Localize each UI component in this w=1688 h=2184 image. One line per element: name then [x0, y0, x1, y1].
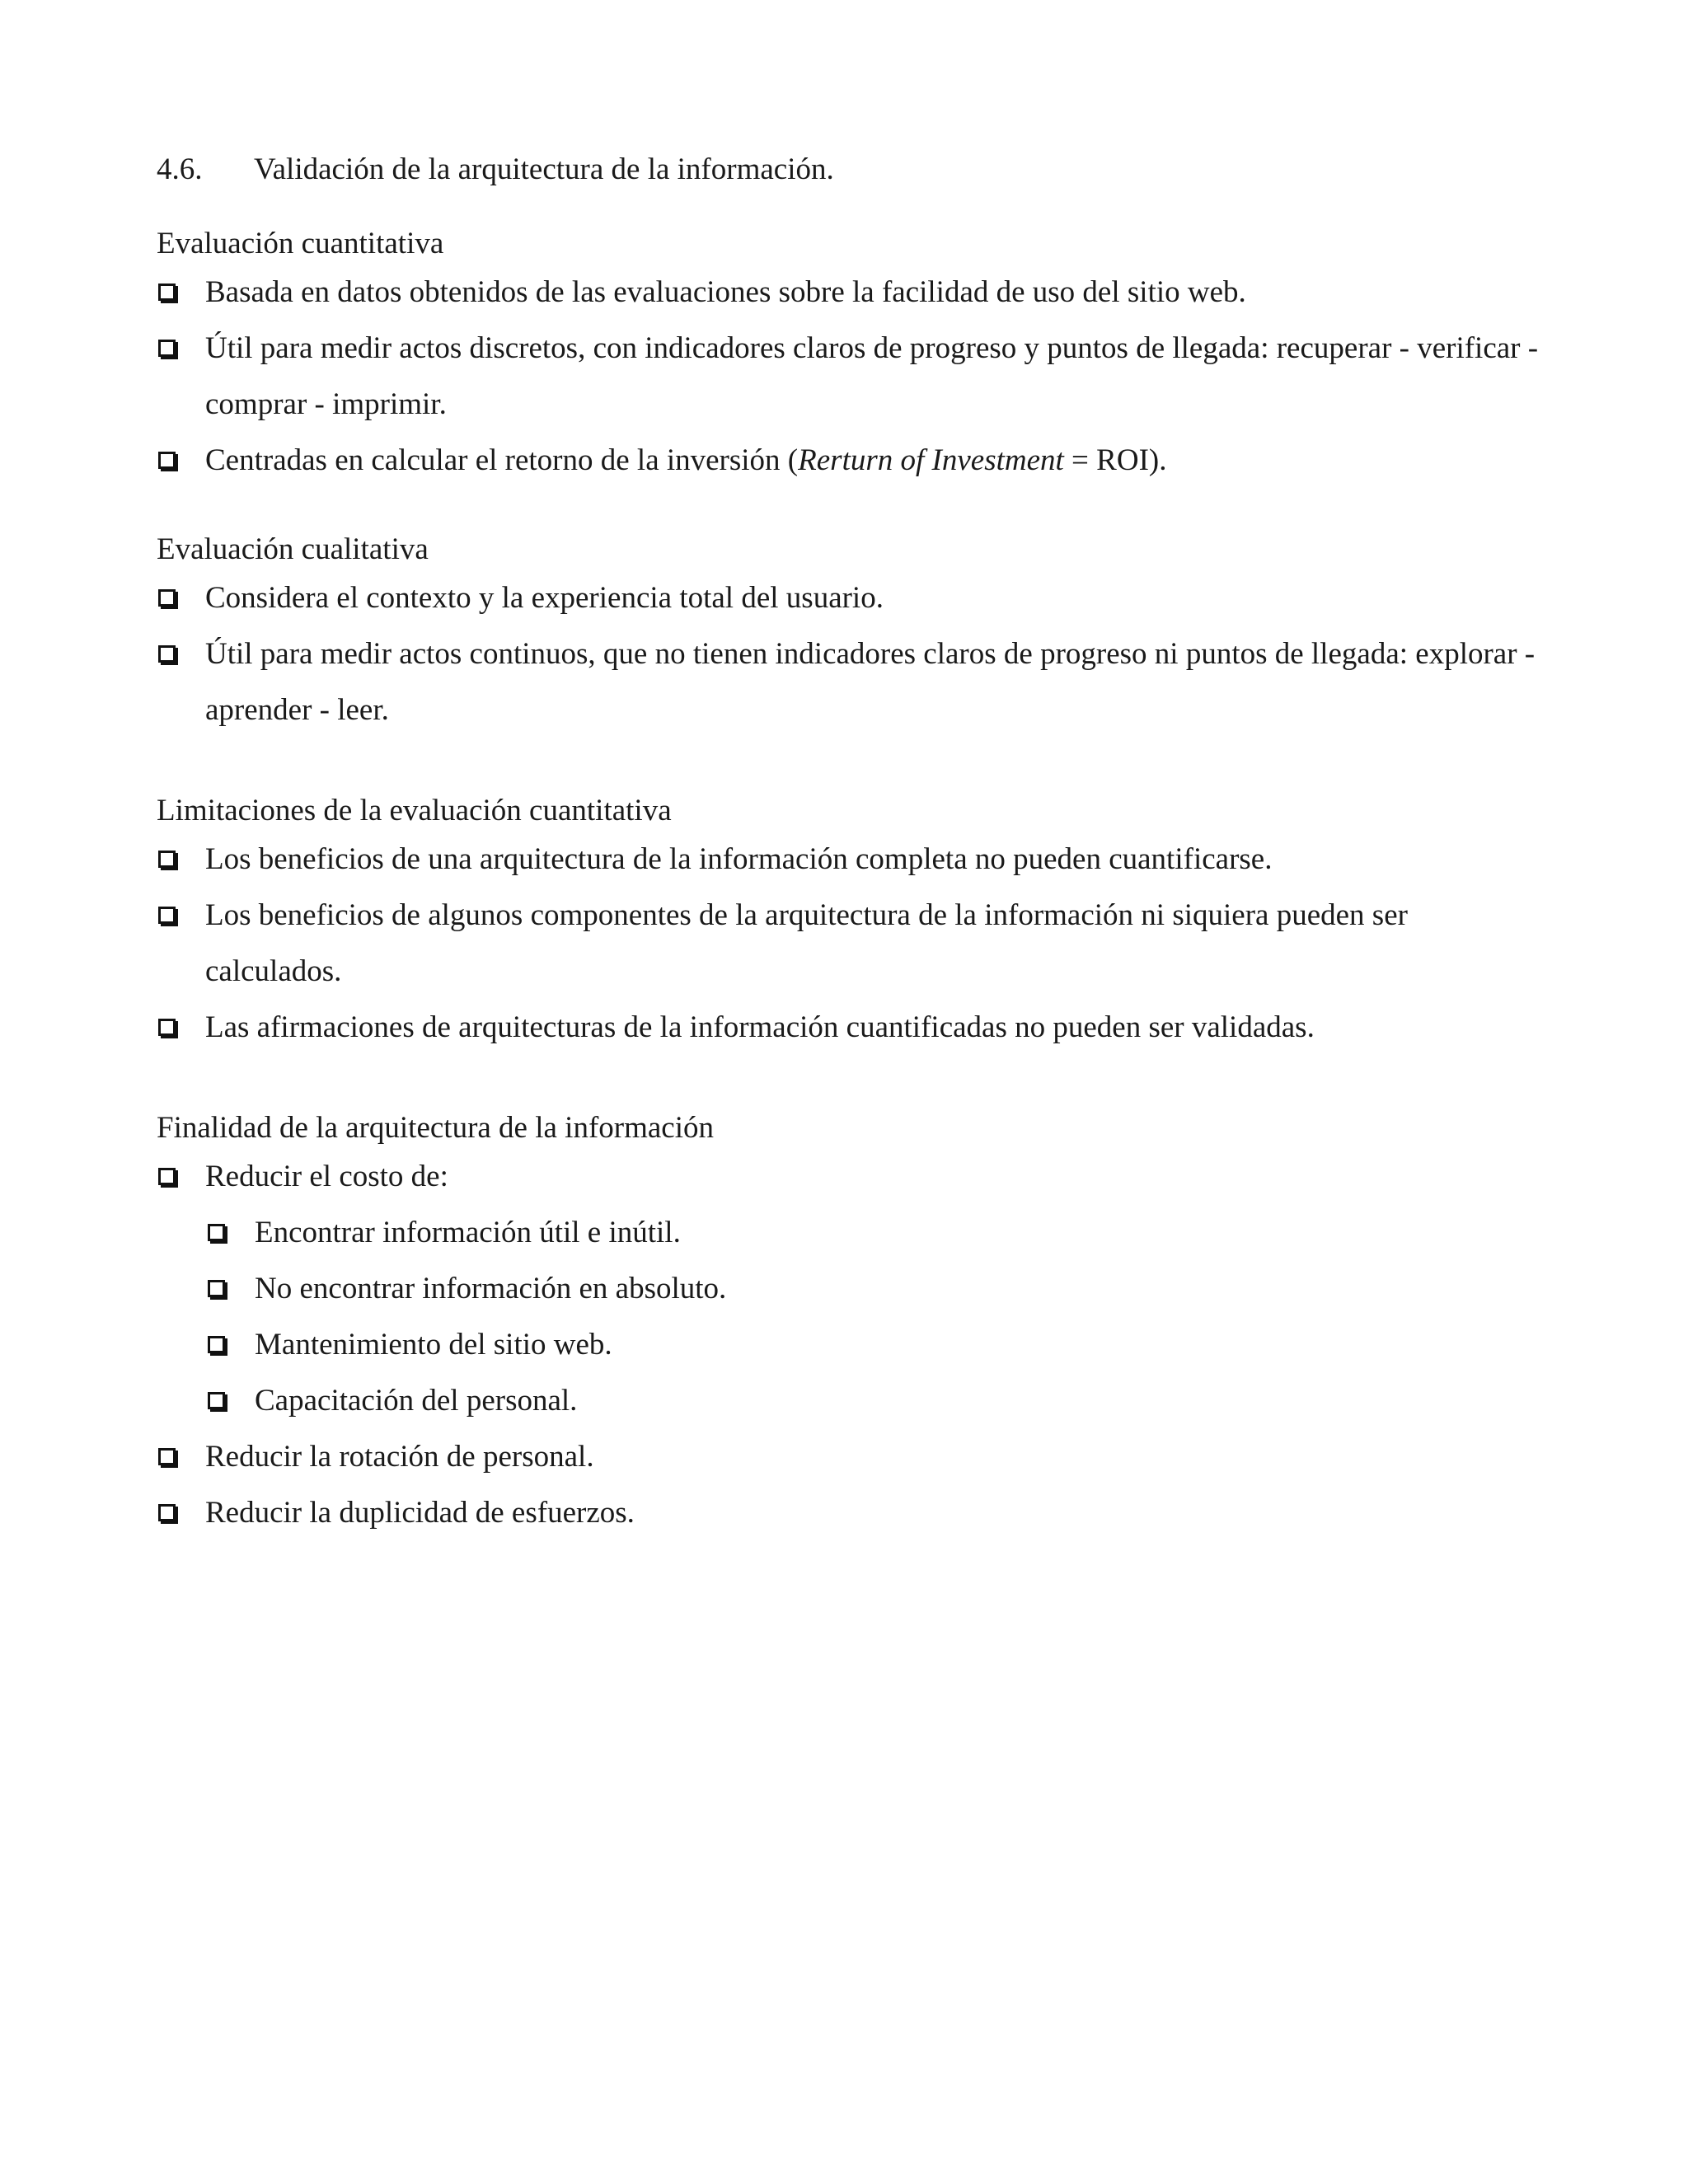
list-item-text: Las afirmaciones de arquitecturas de la información cuantificadas no pueden ser validadas.: [205, 1010, 1315, 1044]
checkbox-bullet-icon: [158, 589, 176, 607]
section-quantitative: [157, 226, 1541, 489]
section-number: 4.6.: [157, 152, 203, 186]
sub-list-item: [206, 1317, 1541, 1373]
section-limitations: [157, 793, 1541, 1056]
list-item: [157, 570, 1541, 626]
list-item-text: [205, 443, 1166, 477]
checkbox-bullet-icon: [208, 1224, 225, 1241]
list-item: [157, 433, 1541, 489]
list-item: [157, 1485, 1541, 1541]
list-item-text: Útil para medir actos discretos, con indicadores claros de progreso y puntos de llegada: recuperar - verificar - comprar - imprimir.: [205, 331, 1539, 421]
list-item-text: Mantenimiento del sitio web.: [255, 1328, 612, 1361]
list-item: [157, 321, 1541, 433]
bullet-list: [157, 265, 1541, 489]
list-item-text: Considera el contexto y la experiencia total del usuario.: [205, 581, 884, 615]
checkbox-bullet-icon: [158, 1019, 176, 1036]
list-item-text: Basada en datos obtenidos de las evaluaciones sobre la facilidad de uso del sitio web.: [205, 275, 1246, 309]
sub-list-item: [206, 1373, 1541, 1429]
section-purpose: [157, 1110, 1541, 1541]
document-page: [157, 152, 1541, 1541]
section-title: Limitaciones de la evaluación cuantitativa: [157, 794, 672, 827]
list-item: [157, 265, 1541, 321]
list-item: [157, 888, 1541, 1000]
list-item-text: Los beneficios de algunos componentes de la arquitectura de la información ni siquiera pueden ser calculados.: [205, 898, 1408, 988]
list-item-text: Útil para medir actos continuos, que no tienen indicadores claros de progreso ni puntos de llegada: explorar - aprender - leer.: [205, 637, 1536, 727]
sub-list-item: [206, 1261, 1541, 1317]
checkbox-bullet-icon: [158, 907, 176, 924]
list-item-text: Encontrar información útil e inútil.: [255, 1216, 681, 1249]
list-item: [157, 626, 1541, 738]
checkbox-bullet-icon: [158, 1168, 176, 1185]
list-item: [157, 1149, 1541, 1205]
list-item-text-pre: Centradas en calcular el retorno de la inversión (: [205, 443, 799, 477]
list-item-text: Reducir la duplicidad de esfuerzos.: [205, 1496, 635, 1530]
bullet-list: [157, 1149, 1541, 1541]
checkbox-bullet-icon: [208, 1336, 225, 1353]
checkbox-bullet-icon: [158, 1504, 176, 1521]
checkbox-bullet-icon: [158, 1448, 176, 1465]
list-item-text: Reducir la rotación de personal.: [205, 1440, 594, 1474]
list-item-text: Capacitación del personal.: [255, 1384, 578, 1418]
checkbox-bullet-icon: [158, 851, 176, 868]
checkbox-bullet-icon: [158, 645, 176, 663]
list-item: [157, 832, 1541, 888]
section-title: Finalidad de la arquitectura de la información: [157, 1111, 715, 1145]
checkbox-bullet-icon: [158, 340, 176, 357]
list-item: [157, 1429, 1541, 1485]
section-qualitative: [157, 532, 1541, 738]
section-heading-title: Validación de la arquitectura de la información.: [254, 152, 834, 186]
list-item: [157, 1000, 1541, 1056]
checkbox-bullet-icon: [158, 452, 176, 469]
section-title: Evaluación cualitativa: [157, 532, 429, 566]
list-item-text: No encontrar información en absoluto.: [255, 1272, 727, 1305]
bullet-list: [157, 832, 1541, 1056]
section-title: Evaluación cuantitativa: [157, 227, 444, 260]
list-item-text: Reducir el costo de:: [205, 1160, 448, 1193]
sub-list-item: [206, 1205, 1541, 1261]
list-item-text: Los beneficios de una arquitectura de la información completa no pueden cuantificarse.: [205, 842, 1273, 876]
checkbox-bullet-icon: [208, 1280, 225, 1297]
checkbox-bullet-icon: [208, 1392, 225, 1409]
list-item-text-post: = ROI).: [1063, 443, 1167, 477]
list-item-text-italic: Rerturn of Investment: [798, 443, 1064, 477]
bullet-list: [157, 570, 1541, 738]
section-heading: [157, 152, 1541, 188]
checkbox-bullet-icon: [158, 284, 176, 301]
